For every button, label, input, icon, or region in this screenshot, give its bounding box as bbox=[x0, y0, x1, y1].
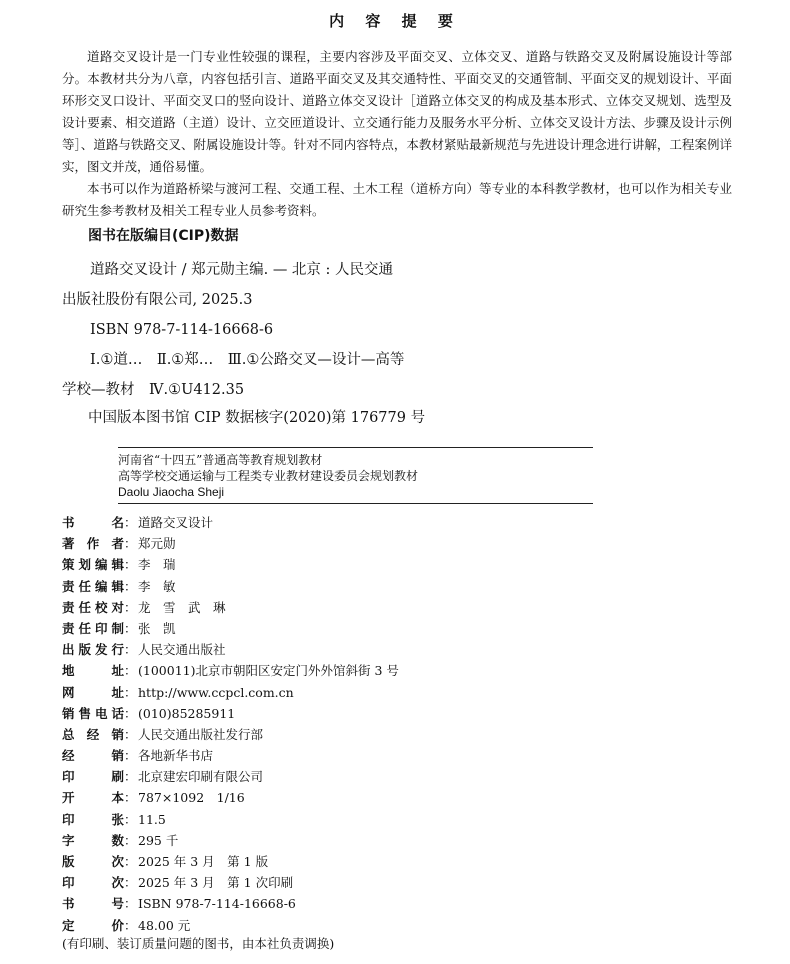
info-label-char: 划 bbox=[78, 557, 91, 573]
info-label-char: 话 bbox=[111, 705, 124, 721]
info-label bbox=[62, 809, 124, 830]
info-colon: ： bbox=[124, 726, 137, 742]
info-label-char: 发 bbox=[94, 642, 108, 658]
info-label-char: 校 bbox=[94, 599, 108, 615]
info-row-address bbox=[62, 660, 399, 681]
summary-paragraph-2: 本书可以作为道路桥梁与渡河工程、交通工程、土木工程（道桥方向）等专业的本科教学教材，也可以作为相关专业研究生参考教材及相关工程专业人员参考资料。 bbox=[62, 181, 732, 218]
info-label-char: 对 bbox=[111, 599, 124, 615]
info-label-char: 版 bbox=[78, 642, 91, 658]
info-label-char: 印 bbox=[62, 769, 75, 785]
info-label bbox=[62, 660, 124, 681]
info-label bbox=[62, 851, 124, 872]
info-label-char: 者 bbox=[111, 536, 124, 552]
info-colon: ： bbox=[124, 875, 137, 891]
info-label bbox=[62, 597, 124, 618]
info-label-char: 号 bbox=[111, 896, 124, 912]
info-label-char: 售 bbox=[78, 705, 91, 721]
info-label bbox=[62, 682, 124, 703]
info-label-char: 编 bbox=[94, 557, 108, 573]
info-row-edition bbox=[62, 851, 399, 872]
info-label bbox=[62, 554, 124, 575]
info-label-char: 张 bbox=[111, 811, 124, 827]
info-label bbox=[62, 576, 124, 597]
info-colon: ： bbox=[124, 515, 137, 530]
info-label bbox=[62, 533, 124, 554]
info-label-char: 印 bbox=[62, 875, 75, 891]
info-value: 各地新华书店 bbox=[138, 748, 214, 764]
info-label-char: 书 bbox=[62, 896, 75, 912]
cip-heading: 图书在版编目(CIP)数据 bbox=[88, 228, 239, 244]
cip-line-5: 学校—教材 Ⅳ.①U412.35 bbox=[62, 382, 245, 398]
info-label-char: 著 bbox=[62, 536, 75, 552]
info-colon: ： bbox=[124, 917, 137, 933]
info-value: 48.00 元 bbox=[138, 917, 191, 933]
info-label bbox=[62, 745, 124, 766]
cip-line-4: Ⅰ.①道… Ⅱ.①郑… Ⅲ.①公路交叉—设计—高等 bbox=[90, 352, 405, 368]
info-label-char: 作 bbox=[86, 536, 100, 552]
info-label-char: 址 bbox=[111, 663, 124, 679]
info-label-char: 经 bbox=[62, 748, 75, 764]
page-title: 内 容 提 要 bbox=[329, 12, 461, 30]
info-label bbox=[62, 703, 124, 724]
info-value: 龙 雪 武 琳 bbox=[138, 599, 226, 615]
series-pinyin-title: Daolu Jiaocha Sheji bbox=[118, 485, 225, 499]
info-value: 李 敏 bbox=[138, 578, 176, 594]
info-label-char: 出 bbox=[62, 642, 75, 658]
info-label-char: 策 bbox=[62, 557, 75, 573]
cip-classification-block bbox=[62, 345, 502, 405]
info-label bbox=[62, 915, 124, 936]
info-value: 787×1092 1/16 bbox=[138, 790, 245, 806]
cip-verify-number: 中国版本图书馆 CIP 数据核字(2020)第 176779 号 bbox=[88, 410, 426, 426]
info-label-char: 制 bbox=[111, 620, 124, 636]
info-row-publisher bbox=[62, 639, 399, 660]
info-colon: ： bbox=[124, 832, 137, 848]
info-label-char: 价 bbox=[111, 917, 124, 933]
info-row-print-supervisor bbox=[62, 618, 399, 639]
info-row-printer bbox=[62, 766, 399, 787]
info-colon: ： bbox=[124, 663, 137, 679]
info-row-sheets bbox=[62, 809, 399, 830]
info-label-char: 经 bbox=[86, 726, 100, 742]
info-value: 295 千 bbox=[138, 832, 179, 848]
info-label bbox=[62, 830, 124, 851]
info-label bbox=[62, 724, 124, 745]
footer-note: (有印刷、装订质量问题的图书，由本社负责调换) bbox=[62, 936, 335, 951]
publication-info bbox=[62, 512, 399, 936]
info-row-price bbox=[62, 915, 399, 936]
info-value: 11.5 bbox=[138, 811, 166, 827]
info-label-char: 地 bbox=[62, 663, 75, 679]
info-value: 北京建宏印刷有限公司 bbox=[138, 769, 264, 785]
info-value: 郑元勋 bbox=[138, 536, 176, 552]
info-label-char: 销 bbox=[111, 726, 124, 742]
info-label-char: 销 bbox=[111, 748, 124, 764]
info-label-char: 址 bbox=[111, 684, 124, 700]
info-label-char: 刷 bbox=[111, 769, 124, 785]
info-row-planning-editor bbox=[62, 554, 399, 575]
info-label-char: 辑 bbox=[111, 557, 124, 573]
info-label bbox=[62, 787, 124, 808]
info-colon: ： bbox=[124, 620, 137, 636]
cip-entry-block bbox=[62, 255, 502, 345]
info-label-char: 电 bbox=[94, 705, 108, 721]
info-row-proofreader bbox=[62, 597, 399, 618]
info-label-char: 辑 bbox=[111, 578, 124, 594]
info-colon: ： bbox=[124, 684, 137, 700]
info-label-char: 任 bbox=[78, 578, 91, 594]
info-label-char: 任 bbox=[78, 620, 91, 636]
info-label-char: 任 bbox=[78, 599, 91, 615]
info-colon: ： bbox=[124, 790, 137, 806]
info-label bbox=[62, 639, 124, 660]
cip-line-1: 道路交叉设计 / 郑元勋主编. — 北京 : 人民交通 bbox=[90, 262, 394, 278]
info-row-printing bbox=[62, 872, 399, 893]
info-value: 人民交通出版社发行部 bbox=[138, 726, 264, 742]
info-value: 李 瑞 bbox=[138, 557, 176, 573]
info-row-word-count bbox=[62, 830, 399, 851]
cip-line-2: 出版社股份有限公司, 2025.3 bbox=[62, 292, 253, 308]
info-label-char: 印 bbox=[62, 811, 75, 827]
info-value: http://www.ccpcl.com.cn bbox=[138, 684, 294, 700]
info-label-char: 开 bbox=[62, 790, 75, 806]
info-label-char: 定 bbox=[62, 917, 75, 933]
info-label-char: 印 bbox=[94, 620, 108, 636]
info-label-char: 次 bbox=[111, 875, 124, 891]
info-colon: ： bbox=[124, 811, 137, 827]
info-label-char: 字 bbox=[62, 832, 75, 848]
info-label-char: 总 bbox=[62, 726, 75, 742]
info-row-responsible-editor bbox=[62, 576, 399, 597]
info-label-char: 版 bbox=[62, 854, 75, 869]
info-label-char: 责 bbox=[62, 578, 75, 594]
series-line-2: 高等学校交通运输与工程类专业教材建设委员会规划教材 bbox=[118, 469, 419, 483]
info-row-isbn bbox=[62, 893, 399, 914]
series-box bbox=[118, 447, 593, 504]
info-value: 2025 年 3 月 第 1 次印刷 bbox=[138, 875, 294, 891]
info-colon: ： bbox=[124, 705, 137, 721]
summary-section bbox=[62, 46, 732, 222]
info-label bbox=[62, 512, 124, 533]
info-label-char: 网 bbox=[62, 684, 75, 700]
info-label-char: 数 bbox=[111, 832, 124, 848]
info-row-sales-phone bbox=[62, 703, 399, 724]
info-label-char: 责 bbox=[62, 620, 75, 636]
info-colon: ： bbox=[124, 769, 137, 785]
info-label-char: 销 bbox=[62, 705, 75, 721]
info-colon: ： bbox=[124, 748, 137, 764]
info-row-format bbox=[62, 787, 399, 808]
info-value: 张 凯 bbox=[138, 620, 176, 636]
info-row-author bbox=[62, 533, 399, 554]
info-label-char: 责 bbox=[62, 599, 75, 615]
info-row-distributor bbox=[62, 745, 399, 766]
info-row-website bbox=[62, 682, 399, 703]
info-colon: ： bbox=[124, 854, 137, 869]
info-label bbox=[62, 618, 124, 639]
info-value: 道路交叉设计 bbox=[138, 515, 214, 530]
info-label bbox=[62, 766, 124, 787]
info-label-char: 行 bbox=[111, 642, 124, 658]
series-line-1: 河南省“十四五”普通高等教育规划教材 bbox=[118, 453, 323, 467]
info-value: (010)85285911 bbox=[138, 705, 236, 721]
info-colon: ： bbox=[124, 578, 137, 594]
info-colon: ： bbox=[124, 599, 137, 615]
info-value: ISBN 978-7-114-16668-6 bbox=[138, 896, 296, 912]
info-colon: ： bbox=[124, 536, 137, 552]
info-label-char: 次 bbox=[111, 854, 124, 869]
info-colon: ： bbox=[124, 642, 137, 658]
info-colon: ： bbox=[124, 557, 137, 573]
info-label-char: 编 bbox=[94, 578, 108, 594]
info-label-char: 书 bbox=[62, 515, 75, 530]
cip-line-3: ISBN 978-7-114-16668-6 bbox=[90, 322, 274, 338]
info-colon: ： bbox=[124, 896, 137, 912]
info-value: (100011)北京市朝阳区安定门外外馆斜街 3 号 bbox=[138, 663, 399, 679]
info-label-char: 名 bbox=[111, 515, 124, 530]
info-label bbox=[62, 893, 124, 914]
info-row-general-distributor bbox=[62, 724, 399, 745]
info-value: 人民交通出版社 bbox=[138, 642, 226, 658]
summary-paragraph-1: 道路交叉设计是一门专业性较强的课程，主要内容涉及平面交叉、立体交叉、道路与铁路交叉及附属设施设计等部分。本教材共分为八章，内容包括引言、道路平面交叉及其交通特性、平面交叉的交通管制、平面交叉的规划设计、平面环形交叉口设计、平面交叉口的竖向设计、道路立体交叉设计［道路立体交叉的构成及基本形式、立体交叉规划、选型及设计要素、相交道路（主道）设计、立交匝道设计、立交通行能力及服务水平分析、立体交叉设计方法、步骤及设计示例等］、道路与铁路交叉、附属设施设计等。针对不同内容特点，本教材紧贴最新规范与先进设计理念进行讲解，工程案例详实，图文并茂，通俗易懂。 bbox=[62, 49, 732, 174]
info-row-title bbox=[62, 512, 399, 533]
info-label bbox=[62, 872, 124, 893]
info-label-char: 本 bbox=[111, 790, 124, 806]
info-value: 2025 年 3 月 第 1 版 bbox=[138, 854, 269, 869]
